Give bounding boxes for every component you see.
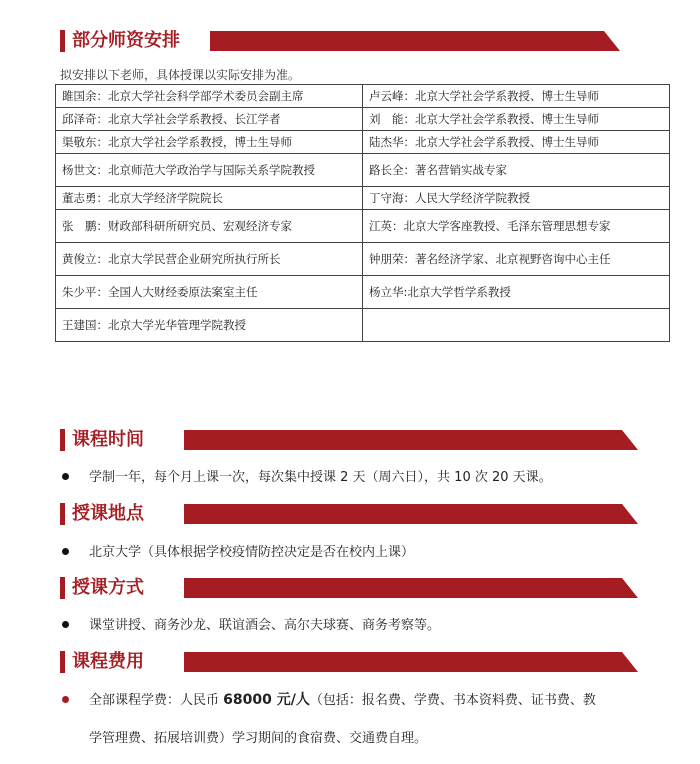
- location-item: [62, 541, 414, 560]
- table-row: [56, 243, 670, 276]
- fees-item-continued: [89, 727, 427, 746]
- fees-prefix: 全部课程学费：人民币: [89, 693, 220, 708]
- table-cell: 王建国：北京大学光华管理学院教授: [56, 309, 363, 342]
- table-cell: 张 鹏：财政部科研所研究员、宏观经济专家: [56, 210, 363, 243]
- table-cell: 董志勇：北京大学经济学院院长: [56, 187, 363, 210]
- section-accent-mark: [60, 30, 65, 52]
- schedule-text: 学制一年，每个月上课一次，每次集中授课 2 天（周六日），共 10 次 20 天课。: [89, 470, 552, 485]
- fees-item: [62, 689, 596, 709]
- section-decor-bar: [210, 31, 620, 51]
- location-text: 北京大学（具体根据学校疫情防控决定是否在校内上课）: [89, 545, 415, 560]
- section-accent-mark: [60, 503, 65, 525]
- table-cell: 朱少平：全国人大财经委原法案室主任: [56, 276, 363, 309]
- table-cell: 杨立华:北京大学哲学系教授: [363, 276, 670, 309]
- faculty-section-header: [60, 27, 620, 55]
- table-row: [56, 131, 670, 154]
- section-accent-mark: [60, 577, 65, 599]
- section-accent-mark: [60, 429, 65, 451]
- section-decor-bar: [184, 430, 638, 450]
- fees-section-header: [60, 648, 638, 676]
- faculty-section-title: 部分师资安排: [72, 30, 180, 51]
- faculty-table: [55, 84, 670, 342]
- section-decor-bar: [184, 652, 638, 672]
- table-cell: [363, 309, 670, 342]
- table-row: [56, 210, 670, 243]
- bullet-icon: [62, 696, 69, 703]
- table-row: [56, 108, 670, 131]
- fees-amount: 68000 元/人: [223, 692, 310, 708]
- fees-line2: 学管理费、拓展培训费）学习期间的食宿费、交通费自理。: [89, 731, 428, 746]
- table-cell: 陆杰华：北京大学社会学系教授、博士生导师: [363, 131, 670, 154]
- bullet-icon: [62, 473, 69, 480]
- table-cell: 渠敬东：北京大学社会学系教授，博士生导师: [56, 131, 363, 154]
- table-cell: 钟朋荣：著名经济学家、北京视野咨询中心主任: [363, 243, 670, 276]
- format-text: 课堂讲授、商务沙龙、联谊酒会、高尔夫球赛、商务考察等。: [89, 618, 441, 633]
- location-section-title: 授课地点: [72, 503, 144, 524]
- table-cell: 卢云峰：北京大学社会学系教授、博士生导师: [363, 85, 670, 108]
- fees-section-title: 课程费用: [72, 651, 144, 672]
- table-cell: 雎国余：北京大学社会科学部学术委员会副主席: [56, 85, 363, 108]
- section-decor-bar: [184, 504, 638, 524]
- table-cell: 邱泽奇：北京大学社会学系教授、长江学者: [56, 108, 363, 131]
- fees-suffix: （包括：报名费、学费、书本资料费、证书费、教: [309, 693, 596, 708]
- table-row: [56, 154, 670, 187]
- bullet-icon: [62, 548, 69, 555]
- table-row: [56, 276, 670, 309]
- schedule-section-title: 课程时间: [72, 429, 144, 450]
- format-section-title: 授课方式: [72, 577, 144, 598]
- format-item: [62, 614, 440, 633]
- table-row: [56, 85, 670, 108]
- table-cell: 黄俊立：北京大学民营企业研究所执行所长: [56, 243, 363, 276]
- table-row: [56, 309, 670, 342]
- schedule-item: [62, 466, 552, 485]
- location-section-header: [60, 500, 638, 528]
- table-cell: 刘 能：北京大学社会学系教授、博士生导师: [363, 108, 670, 131]
- faculty-intro: 拟安排以下老师，具体授课以实际安排为准。: [60, 68, 301, 82]
- table-row: [56, 187, 670, 210]
- bullet-icon: [62, 621, 69, 628]
- table-cell: 路长全：著名营销实战专家: [363, 154, 670, 187]
- section-decor-bar: [184, 578, 638, 598]
- table-cell: 杨世文：北京师范大学政治学与国际关系学院教授: [56, 154, 363, 187]
- table-cell: 丁守海：人民大学经济学院教授: [363, 187, 670, 210]
- format-section-header: [60, 574, 638, 602]
- section-accent-mark: [60, 651, 65, 673]
- table-cell: 江英：北京大学客座教授、毛泽东管理思想专家: [363, 210, 670, 243]
- schedule-section-header: [60, 426, 638, 454]
